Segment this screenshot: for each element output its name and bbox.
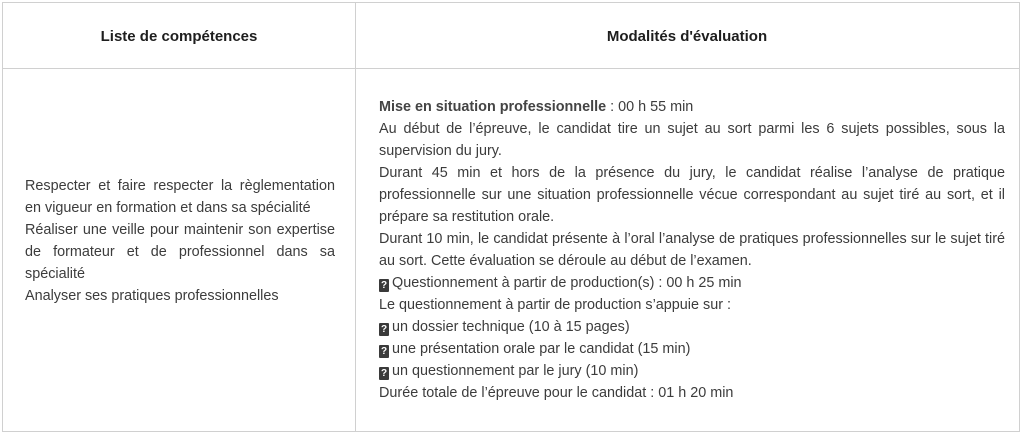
situation-line [379,96,1005,118]
bullet-text: un questionnement par le jury (10 min) [392,363,639,379]
bullet-item [379,338,1005,360]
evaluation-paragraph: Durant 45 min et hors de la présence du jury, le candidat réalise l’analyse de pratique professionnelle sur une situation professionnelle vécue correspondant au sujet tiré au sort, et il prépare sa restitution orale. [379,165,1005,225]
skills-cell [25,175,335,307]
total-duration: Durée totale de l’épreuve pour le candidat : 01 h 20 min [379,385,734,401]
missing-glyph-icon: ? [380,368,388,379]
questioning-intro: Le questionnement à partir de production s’appuie sur : [379,297,731,313]
header-evaluation: Modalités d'évaluation [606,27,768,45]
missing-glyph-icon: ? [380,324,388,335]
evaluation-paragraph: Durant 10 min, le candidat présente à l’oral l’analyse de pratiques professionnelles sur le sujet tiré au sort. Cette évaluation se déroule au début de l’examen. [379,231,1005,269]
questioning-line [379,272,1005,294]
missing-glyph-icon: ? [380,280,388,291]
table-header-row [3,3,1019,69]
evaluation-table [2,2,1020,432]
skill-item: Réaliser une veille pour maintenir son expertise de formateur et de professionnel dans sa spécialité [25,222,335,282]
skill-item: Analyser ses pratiques professionnelles [25,288,279,304]
questioning-text: Questionnement à partir de production(s) : 00 h 25 min [392,275,742,291]
column-divider [355,3,356,431]
skill-item: Respecter et faire respecter la règlementation en vigueur en formation et dans sa spécialité [25,178,335,216]
bullet-item [379,360,1005,382]
bullet-text: un dossier technique (10 à 15 pages) [392,319,630,335]
header-skills: Liste de compétences [100,27,258,45]
bullet-text: une présentation orale par le candidat (15 min) [392,341,691,357]
evaluation-cell [379,96,1005,404]
missing-glyph-icon: ? [380,346,388,357]
situation-title: Mise en situation professionnelle [379,99,607,115]
situation-duration: : 00 h 55 min [606,99,694,115]
bullet-item [379,316,1005,338]
evaluation-paragraph: Au début de l’épreuve, le candidat tire un sujet au sort parmi les 6 sujets possibles, sous la supervision du jury. [379,121,1005,159]
